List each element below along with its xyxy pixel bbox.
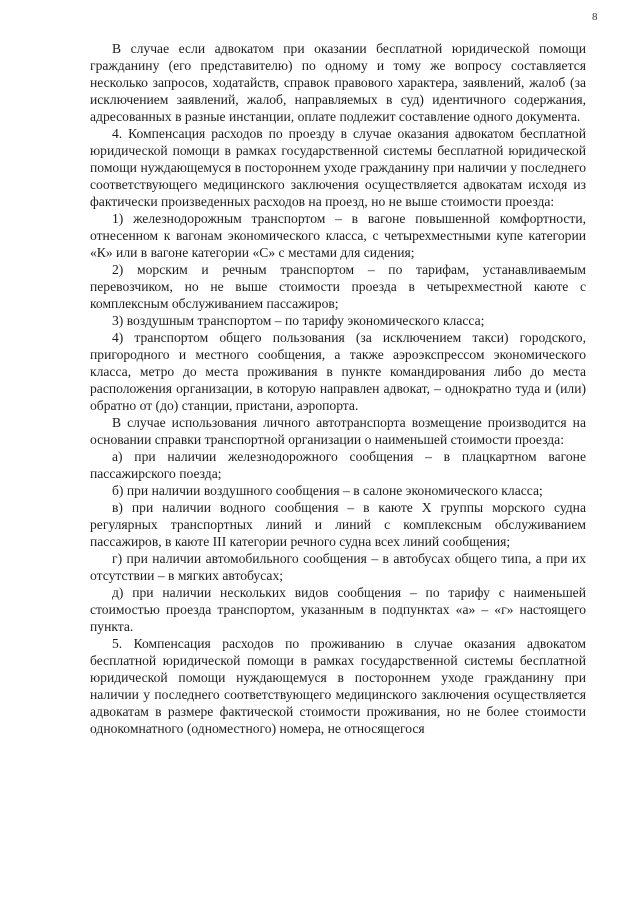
paragraph-travel-compensation: 4. Компенсация расходов по проезду в случае оказания адвокатом бесплатной юридической помощи в рамках государственной системы бесплатной юридической помощи нуждающемуся в постороннем уходе гражданину при наличии у последнего соответствующего медицинского заключения осуществляется адвокатам исходя из фактически произведенных расходов на проезд, но не выше стоимости проезда: xyxy=(90,126,586,209)
list-item-c-water: в) при наличии водного сообщения – в каюте X группы морского судна регулярных транспортных линий и линий с комплексным обслуживанием пассажиров, в каюте III категории речного судна всех линий сообщения; xyxy=(90,500,586,549)
paragraph-accommodation-compensation: 5. Компенсация расходов по проживанию в случае оказания адвокатом бесплатной юридической помощи в рамках государственной системы бесплатной юридической помощи нуждающемуся в постороннем уходе гражданину при наличии у последнего соответствующего медицинского заключения осуществляется адвокатам в размере фактической стоимости проживания, но не более стоимости однокомнатного (одноместного) номера, не относящегося xyxy=(90,636,586,736)
list-item-e-multiple: д) при наличии нескольких видов сообщения – по тарифу с наименьшей стоимостью проезда транспортом, указанным в подпунктах «а» – «г» настоящего пункта. xyxy=(90,585,586,634)
list-item-railway: 1) железнодорожным транспортом – в вагоне повышенной комфортности, отнесенном к вагонам экономического класса, с четырехместными купе категории «К» или в вагоне категории «С» с местами для сидения; xyxy=(90,211,586,260)
paragraph-personal-vehicle: В случае использования личного автотранспорта возмещение производится на основании справки транспортной организации о наименьшей стоимости проезда: xyxy=(90,415,586,447)
list-item-public-transport: 4) транспортом общего пользования (за исключением такси) городского, пригородного и местного сообщения, а также аэроэкспрессом экономического класса, метро до места проживания в пункте командирования либо до места расположения организации, в которую направлен адвокат, – однократно туда и (или) обратно от (до) станции, пристани, аэропорта. xyxy=(90,330,586,413)
document-body xyxy=(90,40,586,737)
list-item-a-railway: а) при наличии железнодорожного сообщения – в плацкартном вагоне пассажирского поезда; xyxy=(90,449,586,481)
list-item-d-bus: г) при наличии автомобильного сообщения – в автобусах общего типа, а при их отсутствии – в мягких автобусах; xyxy=(90,551,586,583)
list-item-sea-river: 2) морским и речным транспортом – по тарифам, устанавливаемым перевозчиком, но не выше стоимости проезда в четырехместной каюте с комплексным обслуживанием пассажиров; xyxy=(90,262,586,311)
list-item-b-air: б) при наличии воздушного сообщения – в салоне экономического класса; xyxy=(112,483,543,498)
list-item-air: 3) воздушным транспортом – по тарифу экономического класса; xyxy=(112,313,485,328)
page-number: 8 xyxy=(592,11,598,23)
paragraph-multiple-documents: В случае если адвокатом при оказании бесплатной юридической помощи гражданину (его представителю) по одному и тому же вопросу составляется несколько запросов, ходатайств, справок правового характера, заявлений, жалоб (за исключением заявлений, жалоб, направляемых в суд) идентичного содержания, адресованных в разные инстанции, оплате подлежит составление одного документа. xyxy=(90,41,586,124)
